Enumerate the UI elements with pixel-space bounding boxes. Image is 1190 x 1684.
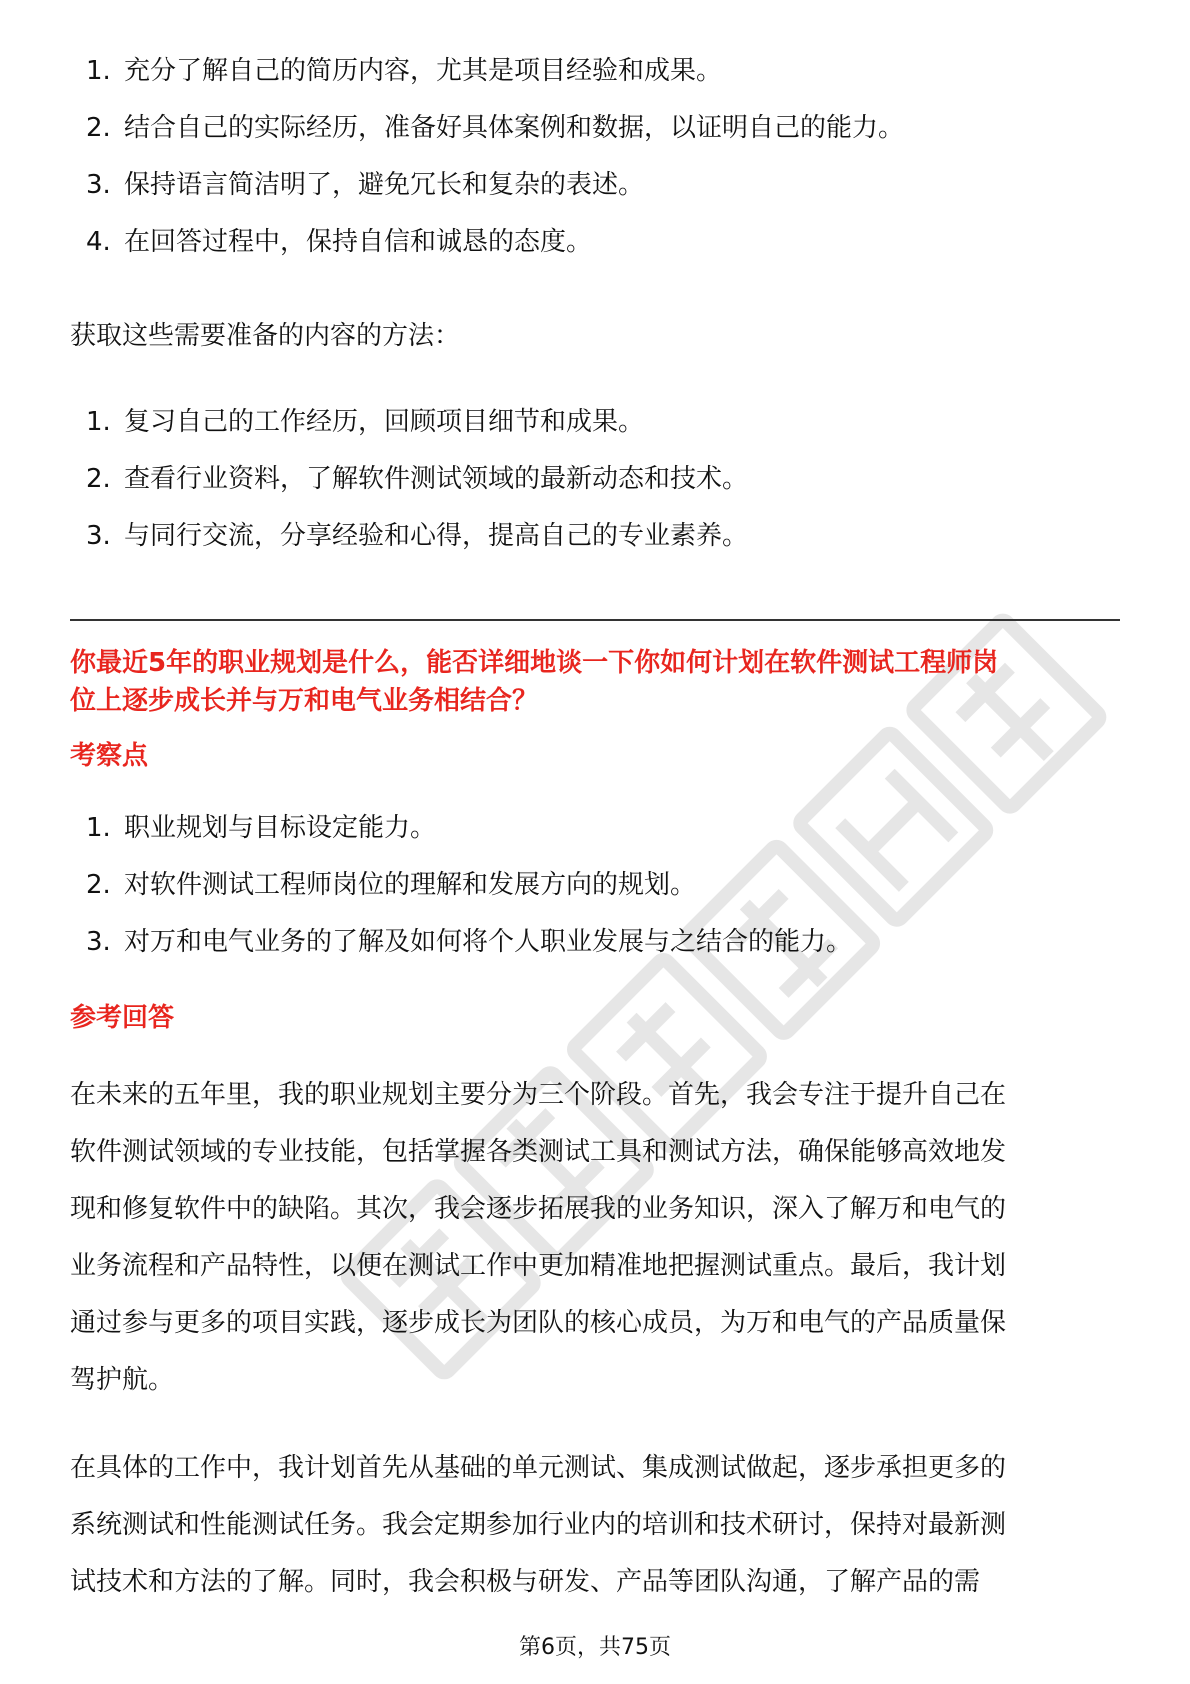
list-item	[86, 404, 748, 461]
list-number: 2.	[86, 464, 111, 494]
list-text: 查看行业资料，了解软件测试领域的最新动态和技术。	[124, 464, 749, 494]
assessment-heading: 考察点	[70, 741, 149, 771]
paragraph-line: 业务流程和产品特性，以便在测试工作中更加精准地把握测试重点。最后，我计划	[70, 1251, 1007, 1281]
list-text: 对软件测试工程师岗位的理解和发展方向的规划。	[124, 870, 697, 900]
answer-paragraph	[70, 1067, 1120, 1409]
page-footer: 第6页，共75页	[519, 1635, 671, 1660]
answer-heading: 参考回答	[70, 1003, 175, 1033]
list-number: 2.	[86, 870, 111, 900]
question-line: 位上逐步成长并与万和电气业务相结合？	[70, 686, 539, 716]
list-item	[86, 461, 748, 518]
list-text: 与同行交流，分享经验和心得，提高自己的专业素养。	[124, 521, 749, 551]
preparation-tips-list	[86, 53, 904, 281]
list-number: 1.	[86, 56, 111, 86]
list-item	[86, 167, 904, 224]
list-text: 对万和电气业务的了解及如何将个人职业发展与之结合的能力。	[124, 927, 853, 957]
paragraph-line: 试技术和方法的了解。同时，我会积极与研发、产品等团队沟通，了解产品的需	[70, 1567, 981, 1597]
list-number: 3.	[86, 170, 111, 200]
list-item	[86, 810, 852, 867]
list-item	[86, 924, 852, 981]
paragraph-line: 系统测试和性能测试任务。我会定期参加行业内的培训和技术研讨，保持对最新测	[70, 1510, 1007, 1540]
assessment-points-list	[86, 810, 852, 981]
section-divider	[70, 619, 1120, 621]
list-item	[86, 110, 904, 167]
paragraph-line: 现和修复软件中的缺陷。其次，我会逐步拓展我的业务知识，深入了解万和电气的	[70, 1194, 1007, 1224]
paragraph-line: 通过参与更多的项目实践，逐步成长为团队的核心成员，为万和电气的产品质量保	[70, 1308, 1007, 1338]
paragraph-line: 在具体的工作中，我计划首先从基础的单元测试、集成测试做起，逐步承担更多的	[70, 1453, 1007, 1483]
list-item	[86, 867, 852, 924]
paragraph-line: 驾护航。	[70, 1365, 175, 1395]
list-item	[86, 224, 904, 281]
answer-paragraph	[70, 1440, 1120, 1611]
method-intro: 获取这些需要准备的内容的方法：	[70, 321, 461, 351]
list-text: 充分了解自己的简历内容，尤其是项目经验和成果。	[124, 56, 723, 86]
list-number: 2.	[86, 113, 111, 143]
list-text: 结合自己的实际经历，准备好具体案例和数据，以证明自己的能力。	[124, 113, 905, 143]
list-item	[86, 518, 748, 575]
list-text: 在回答过程中，保持自信和诚恳的态度。	[124, 227, 593, 257]
list-text: 保持语言简洁明了，避免冗长和复杂的表述。	[124, 170, 645, 200]
list-item	[86, 53, 904, 110]
paragraph-line: 在未来的五年里，我的职业规划主要分为三个阶段。首先，我会专注于提升自己在	[70, 1080, 1007, 1110]
list-number: 1.	[86, 407, 111, 437]
list-number: 3.	[86, 927, 111, 957]
list-number: 1.	[86, 813, 111, 843]
list-number: 4.	[86, 227, 111, 257]
method-list	[86, 404, 748, 575]
list-text: 复习自己的工作经历，回顾项目细节和成果。	[124, 407, 645, 437]
list-number: 3.	[86, 521, 111, 551]
interview-question	[70, 644, 998, 720]
question-line: 你最近5年的职业规划是什么，能否详细地谈一下你如何计划在软件测试工程师岗	[70, 648, 999, 678]
paragraph-line: 软件测试领域的专业技能，包括掌握各类测试工具和测试方法，确保能够高效地发	[70, 1137, 1007, 1167]
list-text: 职业规划与目标设定能力。	[124, 813, 437, 843]
